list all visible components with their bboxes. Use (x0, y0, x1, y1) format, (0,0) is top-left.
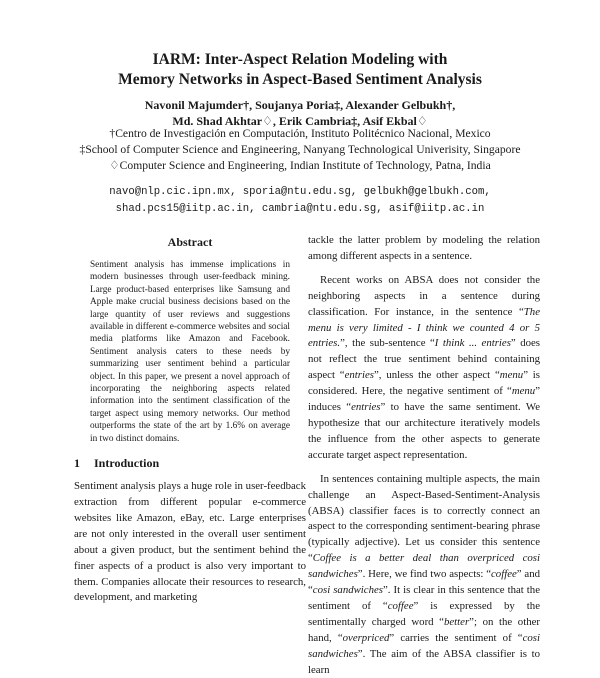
quoted-aspect: coffee (387, 599, 414, 612)
quoted-example: The menu is very limited - I think we counted 4 or 5 entries. (308, 305, 540, 350)
section-number: 1 (74, 456, 80, 471)
text-run: ” carries the sentiment of “ (389, 631, 523, 644)
quoted-aspect: menu (499, 369, 524, 382)
right-column (308, 233, 541, 676)
text-run: ” induces “ (308, 385, 540, 414)
title-line-1: IARM: Inter-Aspect Relation Modeling with (152, 51, 448, 68)
quoted-aspect: cosi sandwiches (312, 584, 383, 597)
text-run: ” is expressed by the sentimentally charged word “ (308, 599, 540, 628)
text-run: ”, the sub-sentence “ (340, 337, 435, 350)
text-run: ”; on the other hand, “ (308, 615, 540, 644)
text-run: ” does not reflect the true sentiment behind containing aspect “ (308, 337, 540, 382)
title-line-2: Memory Networks in Aspect-Based Sentiment Analysis (118, 71, 482, 88)
affiliation-1: †Centro de Investigación en Computación, Instituto Politécnico Nacional, Mexico (109, 127, 491, 140)
emails-line-1: navo@nlp.cic.ipn.mx, sporia@ntu.edu.sg, gelbukh@gelbukh.com, (109, 186, 491, 198)
left-column (74, 231, 306, 604)
affiliation-3: ♢Computer Science and Engineering, Indian Institute of Technology, Patna, India (109, 159, 491, 172)
emails-line-2: shad.pcs15@iitp.ac.in, cambria@ntu.edu.sg, asif@iitp.ac.in (115, 203, 485, 215)
text-run: ”, unless the other aspect “ (374, 369, 500, 382)
quoted-aspect: menu (511, 385, 536, 398)
quoted-word: better (443, 615, 470, 628)
right-paragraph-2 (308, 273, 540, 464)
text-run: ” and “ (308, 568, 540, 597)
intro-paragraph-1: Sentiment analysis plays a huge role in user-feedback extraction from different popular e-commerce websites like Amazon, eBay, etc. Large enterprises are not only interested in the overall user sentiment about a given product, but the sentiment behind the finer aspects of a product is also very important to them. Companies allocate their resources to research, development, and marketing (74, 480, 306, 604)
email-list (0, 184, 600, 218)
text-run: ”. It is clear in this sentence that the sentiment of “ (308, 584, 540, 612)
paper-title (0, 50, 600, 90)
text-run: ”. The aim of the ABSA classifier is to learn (308, 647, 540, 676)
quoted-aspect: entries (351, 401, 381, 414)
right-paragraph-1: tackle the latter problem by modeling the relation among different aspects in a sentence. (308, 234, 540, 262)
text-run: Recent works on ABSA does not consider the neighboring aspects in a sentence during classification. For instance, in the sentence “ (308, 273, 540, 318)
right-paragraph-3 (308, 472, 540, 678)
authors-line-2: Md. Shad Akhtar♢, Erik Cambria‡, Asif Ekbal♢ (172, 114, 428, 128)
section-title: Introduction (94, 456, 160, 471)
affiliations (0, 126, 600, 174)
text-run: ”. Here, we find two aspects: “ (357, 568, 492, 581)
abstract-text: Sentiment analysis has immense implications in modern businesses through user-feedback mining. Large product-based enterprises like Samsung and Apple make crucial business decisions based on the large quantity of user reviews and suggestions available in different e-commerce websites and social media platforms like Amazon and Facebook. Sentiment analysis caters to these needs by summarizing user sentiment behind a particular object. In this paper, we present a novel approach of incorporating the neighboring aspects related information into the sentiment classification of the target aspect using memory networks. Our method outperforms the state of the art by 1.6% on average in two distinct domains. (90, 260, 290, 444)
quoted-aspect: cosi sandwiches (308, 631, 541, 660)
text-run: In sentences containing multiple aspects, the main challenge an Aspect-Based-Sentiment-Analysis (ABSA) classifier faces is to correctly connect an aspect to the corresponding sentiment-bearing phrase (typically adjective). Let us consider this sentence “ (308, 472, 540, 565)
abstract-heading: Abstract (167, 235, 213, 249)
authors-line-1: Navonil Majumder†, Soujanya Poria‡, Alexander Gelbukh†, (144, 98, 456, 112)
quoted-example: I think ... entries (434, 337, 511, 350)
author-list (0, 97, 600, 129)
text-run: ” is considered. Here, the negative sentiment of “ (308, 369, 541, 398)
text-run: ” to have the same sentiment. We hypothesize that our architecture iteratively models the influence from the other aspects to generate accurate target aspect representation. (308, 401, 540, 461)
quoted-word: overpriced (342, 631, 390, 644)
affiliation-2: ‡School of Computer Science and Engineering, Nanyang Technological Univerisity, Singapore (79, 143, 521, 156)
quoted-example: Coffee is a better deal than overpriced cosi sandwiches (308, 552, 540, 581)
introduction-heading (74, 455, 306, 471)
quoted-aspect: coffee (491, 568, 517, 581)
quoted-aspect: entries (344, 369, 374, 382)
